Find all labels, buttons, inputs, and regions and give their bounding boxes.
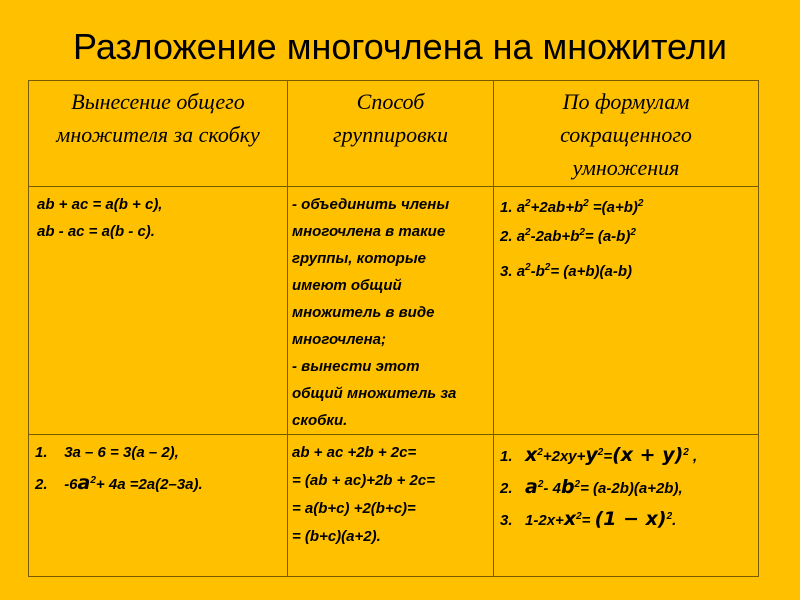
- methods-table: [28, 80, 759, 577]
- list-item: 1. $x^2+2xy+y^2=(x + y)^2$ ,: [500, 444, 698, 466]
- formula-examples: [494, 435, 759, 577]
- grouping-rules: - объединить члены многочлена в такие группы, которые имеют общий множитель в виде многочлена; - вынести этот общий множитель за скобки.: [288, 187, 494, 435]
- header-grouping: Способ группировки: [288, 81, 494, 187]
- header-row: [29, 81, 759, 187]
- formula-rules: [494, 187, 759, 435]
- header-common-factor: Вынесение общего множителя за скобку: [29, 81, 288, 187]
- rules-row: [29, 187, 759, 435]
- list-item: 2. $-6a^2+ 4a =2a(2-3a)$.: [35, 472, 203, 494]
- common-factor-examples: [29, 435, 288, 577]
- examples-row: [29, 435, 759, 577]
- grouping-examples: ab + ac +2b + 2c= = (ab + ac)+2b + 2c= = a(b+c) +2(b+c)= = (b+c)(a+2).: [288, 435, 494, 577]
- formula-diff-squares: 3. $a^2-b^2= (a+b)(a-b)$: [500, 262, 633, 280]
- common-factor-rules: ab + ac = a(b + c), ab - ac = a(b - c).: [29, 187, 288, 435]
- list-item: 3. $1-2x+x^2= (1 - x)^2$.: [500, 508, 677, 530]
- list-item: 1. 3a – 6 = 3(a – 2),: [35, 444, 179, 461]
- list-item: 2. $a^2-$ $4b^2= (a-2b)(a+2b)$,: [500, 476, 683, 498]
- header-formulas: По формулам сокращенного умножения: [494, 81, 759, 187]
- page-title: Разложение многочлена на множители: [73, 26, 727, 67]
- formula-square-diff: 2. $a^2-2ab+b^2= (a-b)^2$: [500, 227, 636, 245]
- formula-square-sum: 1. $a^2+2ab+b^2 =(a+b)^2$: [500, 198, 644, 216]
